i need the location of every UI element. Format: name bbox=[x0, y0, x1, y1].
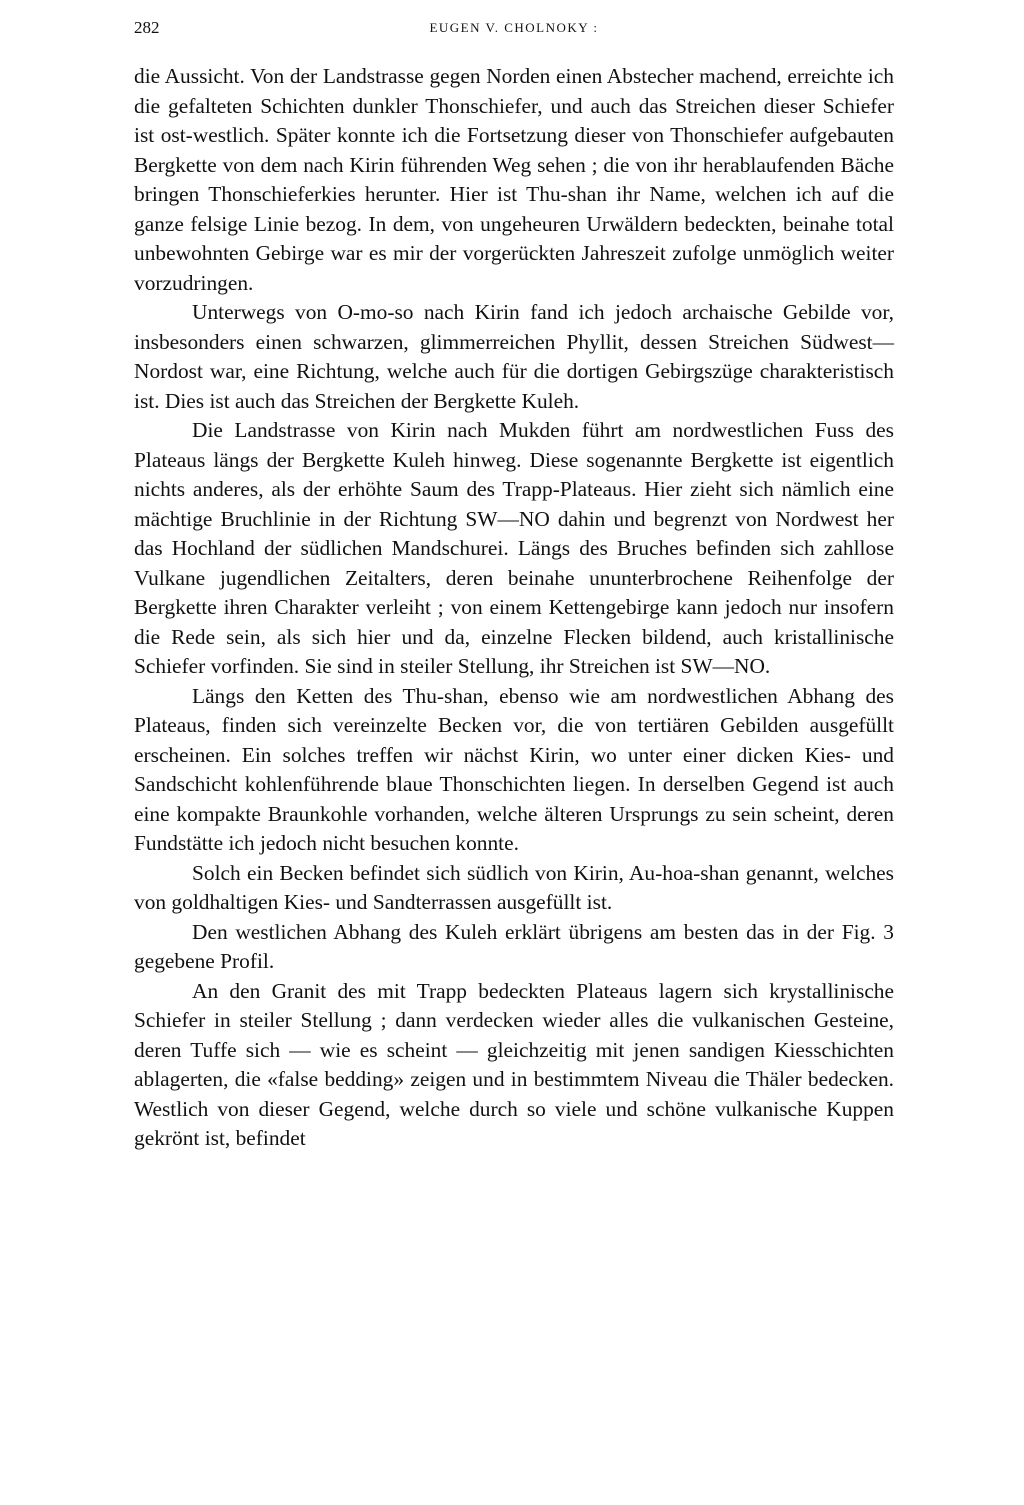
book-page bbox=[134, 18, 894, 1154]
paragraph: An den Granit des mit Trapp bedeckten Plateaus lagern sich krystallinische Schiefer in steiler Stellung ; dann verdecken wieder alles die vulkanischen Gesteine, deren Tuffe sich — wie es scheint — gleichzeitig mit jenen sandigen Kiesschichten ablagerten, die «false bedding» zeigen und in bestimmtem Niveau die Thäler bedecken. Westlich von dieser Gegend, welche durch so viele und schöne vulkanische Kuppen gekrönt ist, befindet bbox=[134, 978, 894, 1150]
paragraph: Solch ein Becken befindet sich südlich von Kirin, Au-hoa-shan genannt, welches von goldhaltigen Kies- und Sandterrassen ausgefüllt ist. bbox=[134, 860, 894, 914]
paragraph: Die Landstrasse von Kirin nach Mukden führt am nordwestlichen Fuss des Plateaus längs der Bergkette Kuleh hinweg. Diese sogenannte Bergkette ist eigentlich nichts anderes, als der erhöhte Saum des Trapp-Plateaus. Hier zieht sich nämlich eine mächtige Bruchlinie in der Richtung SW—NO dahin und begrenzt von Nordwest her das Hochland der südlichen Mandschurei. Längs des Bruches befinden sich zahllose Vulkane jugendlichen Zeitalters, deren beinahe ununterbrochene Reihenfolge der Bergkette ihren Charakter verleiht ; von einem Kettengebirge kann jedoch nur insofern die Rede sein, als sich hier und da, einzelne Flecken bildend, auch kristallinische Schiefer vorfinden. Sie sind in steiler Stellung, ihr Streichen ist SW—NO. bbox=[134, 418, 894, 678]
running-title: EUGEN V. CHOLNOKY : bbox=[429, 20, 599, 35]
paragraph: Unterwegs von O-mo-so nach Kirin fand ich jedoch archaische Gebilde vor, insbesonders einen schwarzen, glimmerreichen Phyllit, dessen Streichen Südwest—Nordost war, eine Richtung, welche auch für die dortigen Gebirgszüge charakteristisch ist. Dies ist auch das Streichen der Bergkette Kuleh. bbox=[134, 300, 894, 413]
paragraph-continued: die Aussicht. Von der Landstrasse gegen Norden einen Abstecher machend, erreichte ich die gefalteten Schichten dunkler Thonschiefer, und auch das Streichen dieser Schiefer ist ost-westlich. Später konnte ich die Fortsetzung dieser von Thonschiefer aufgebauten Bergkette von dem nach Kirin führenden Weg sehen ; die von ihr herablaufenden Bäche bringen Thonschieferkies herunter. Hier ist Thu-shan ihr Name, welchen ich auf die ganze felsige Linie bezog. In dem, von ungeheuren Urwäldern bedeckten, beinahe total unbewohnten Gebirge war es mir der vorgerückten Jahreszeit zufolge unmöglich weiter vorzudringen. bbox=[134, 64, 894, 295]
page-number: 282 bbox=[134, 18, 160, 37]
paragraph: Längs den Ketten des Thu-shan, ebenso wie am nordwestlichen Abhang des Plateaus, finden sich vereinzelte Becken vor, die von tertiären Gebilden ausgefüllt erscheinen. Ein solches treffen wir nächst Kirin, wo unter einer dicken Kies- und Sandschicht kohlenführende blaue Thonschichten liegen. In derselben Gegend ist auch eine kompakte Braunkohle vorhanden, welche älteren Ursprungs zu sein scheint, deren Fundstätte ich jedoch nicht besuchen konnte. bbox=[134, 683, 894, 855]
running-head bbox=[134, 18, 894, 54]
paragraph: Den westlichen Abhang des Kuleh erklärt übrigens am besten das in der Fig. 3 gegebene Profil. bbox=[134, 919, 894, 973]
body-text bbox=[134, 62, 894, 1154]
